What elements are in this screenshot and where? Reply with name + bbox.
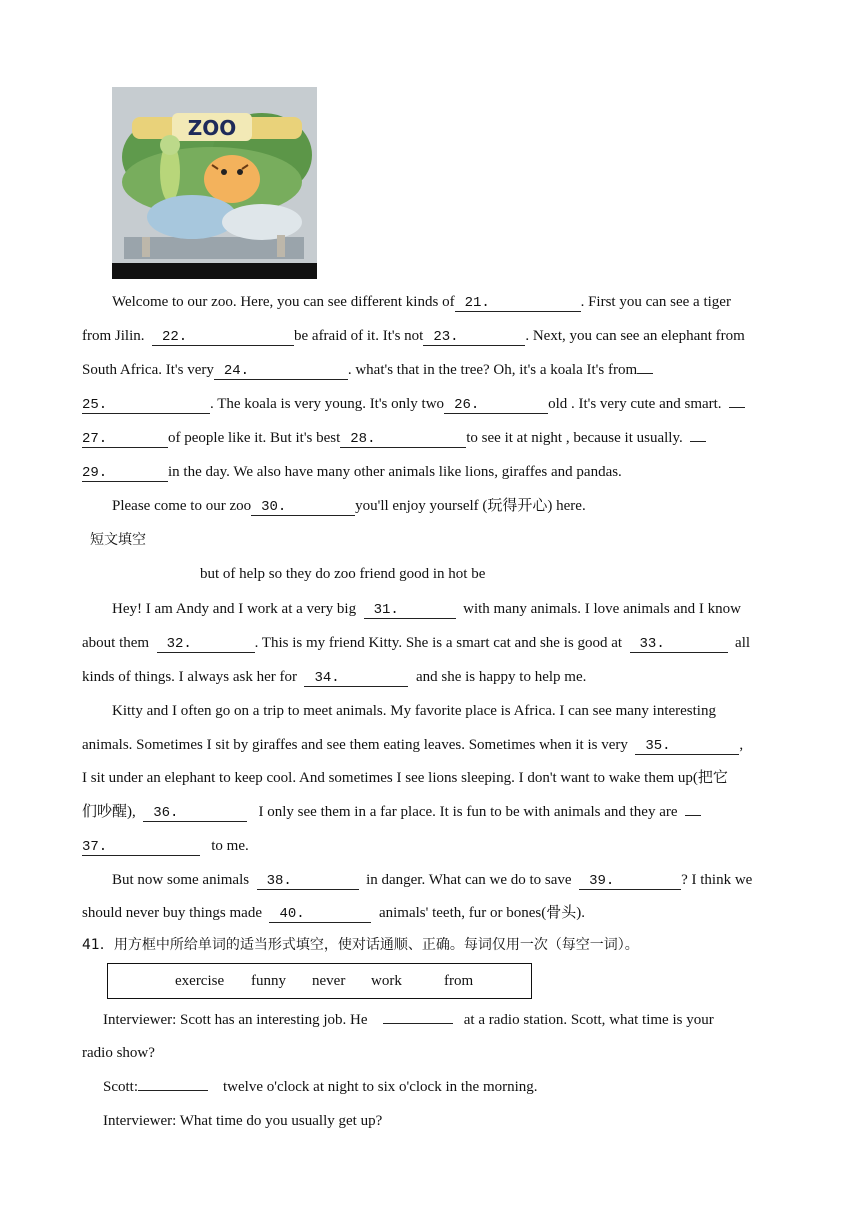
blank-24[interactable]: 24. xyxy=(214,363,348,380)
blank-39[interactable]: 39. xyxy=(579,873,681,890)
blank-35[interactable]: 35. xyxy=(635,738,739,755)
q41-word-5: from xyxy=(444,973,474,989)
passage1-line-5: 27. of people like it. But it's best 28. to see it at night , because it usually. xyxy=(82,428,706,448)
passage2-line-10: should never buy things made 40. animals' teeth, fur or bones(骨头). xyxy=(82,905,585,922)
blank-21[interactable]: 21. xyxy=(455,295,581,312)
passage2-line-6: I sit under an elephant to keep cool. And sometimes I see lions sleeping. I don't want to wake them up(把它 xyxy=(82,770,728,786)
q41-dialogue-line-1: Interviewer: Scott has an interesting job. He at a radio station. Scott, what time is your xyxy=(103,1012,714,1028)
blank-26[interactable]: 26. xyxy=(444,397,548,414)
blank-33[interactable]: 33. xyxy=(630,636,728,653)
blank-23[interactable]: 23. xyxy=(423,329,525,346)
passage2-line-8: 37. to me. xyxy=(82,838,249,855)
q41-word-1: exercise xyxy=(175,973,225,989)
passage2-line-4: Kitty and I often go on a trip to meet animals. My favorite place is Africa. I can see many interesting xyxy=(112,703,716,719)
q41-dialogue-line-4: Interviewer: What time do you usually get up? xyxy=(103,1113,383,1129)
passage2-line-5: animals. Sometimes I sit by giraffes and see them eating leaves. Sometimes when it is very 35. , xyxy=(82,737,744,754)
zoo-illustration xyxy=(112,87,317,279)
blank-29[interactable]: 29. xyxy=(82,465,168,482)
passage1-line-3: South Africa. It's very 24. . what's that in the tree? Oh, it's a koala It's from xyxy=(82,360,653,380)
blank-38[interactable]: 38. xyxy=(257,873,359,890)
q41-instruction: 41．用方框中所给单词的适当形式填空，使对话通顺、正确。每词仅用一次（每空一词）。 xyxy=(82,937,639,953)
blank-36[interactable]: 36. xyxy=(143,805,247,822)
blank-30[interactable]: 30. xyxy=(251,499,355,516)
q41-word-3: never xyxy=(312,973,346,989)
word-bank: but of help so they do zoo friend good in hot be xyxy=(200,566,486,582)
q41-word-4: work xyxy=(371,973,402,989)
passage1-line-7: Please come to our zoo 30. you'll enjoy yourself (玩得开心) here. xyxy=(112,498,586,515)
section-title: 短文填空 xyxy=(90,532,146,548)
q41-word-box xyxy=(107,963,532,999)
blank-25[interactable]: 25. xyxy=(82,397,210,414)
passage2-line-1: Hey! I am Andy and I work at a very big 31. with many animals. I love animals and I know xyxy=(112,601,741,618)
blank-27[interactable]: 27. xyxy=(82,431,168,448)
blank-34[interactable]: 34. xyxy=(304,670,408,687)
passage1-line-6: 29. in the day. We also have many other animals like lions, giraffes and pandas. xyxy=(82,464,622,481)
passage1-line-4: 25. . The koala is very young. It's only two 26. old . It's very cute and smart. xyxy=(82,394,745,414)
q41-blank-2[interactable] xyxy=(138,1090,208,1091)
passage2-line-7: 们吵醒), 36. I only see them in a far place. It is fun to be with animals and they are xyxy=(82,802,701,822)
passage1-line-2: from Jilin. 22. be afraid of it. It's not 23. . Next, you can see an elephant from xyxy=(82,328,745,345)
blank-31[interactable]: 31. xyxy=(364,602,456,619)
blank-28[interactable]: 28. xyxy=(340,431,466,448)
passage2-line-2: about them 32. . This is my friend Kitty. She is a smart cat and she is good at 33. all xyxy=(82,635,751,652)
blank-32[interactable]: 32. xyxy=(157,636,255,653)
q41-dialogue-line-2: radio show? xyxy=(82,1045,155,1061)
zoo-sign-text: ZOO xyxy=(187,116,237,140)
blank-22[interactable]: 22. xyxy=(152,329,294,346)
blank-40[interactable]: 40. xyxy=(269,906,371,923)
zoo-picture xyxy=(112,87,317,279)
passage2-line-9: But now some animals 38. in danger. What can we do to save 39. ? I think we xyxy=(112,872,753,889)
passage2-line-3: kinds of things. I always ask her for 34. and she is happy to help me. xyxy=(82,669,587,686)
q41-blank-1[interactable] xyxy=(383,1023,453,1024)
passage1-line-1: Welcome to our zoo. Here, you can see different kinds of 21. . First you can see a tiger xyxy=(112,294,731,311)
q41-word-2: funny xyxy=(251,973,286,989)
blank-37[interactable]: 37. xyxy=(82,839,200,856)
q41-dialogue-line-3: Scott: twelve o'clock at night to six o'clock in the morning. xyxy=(103,1079,538,1095)
